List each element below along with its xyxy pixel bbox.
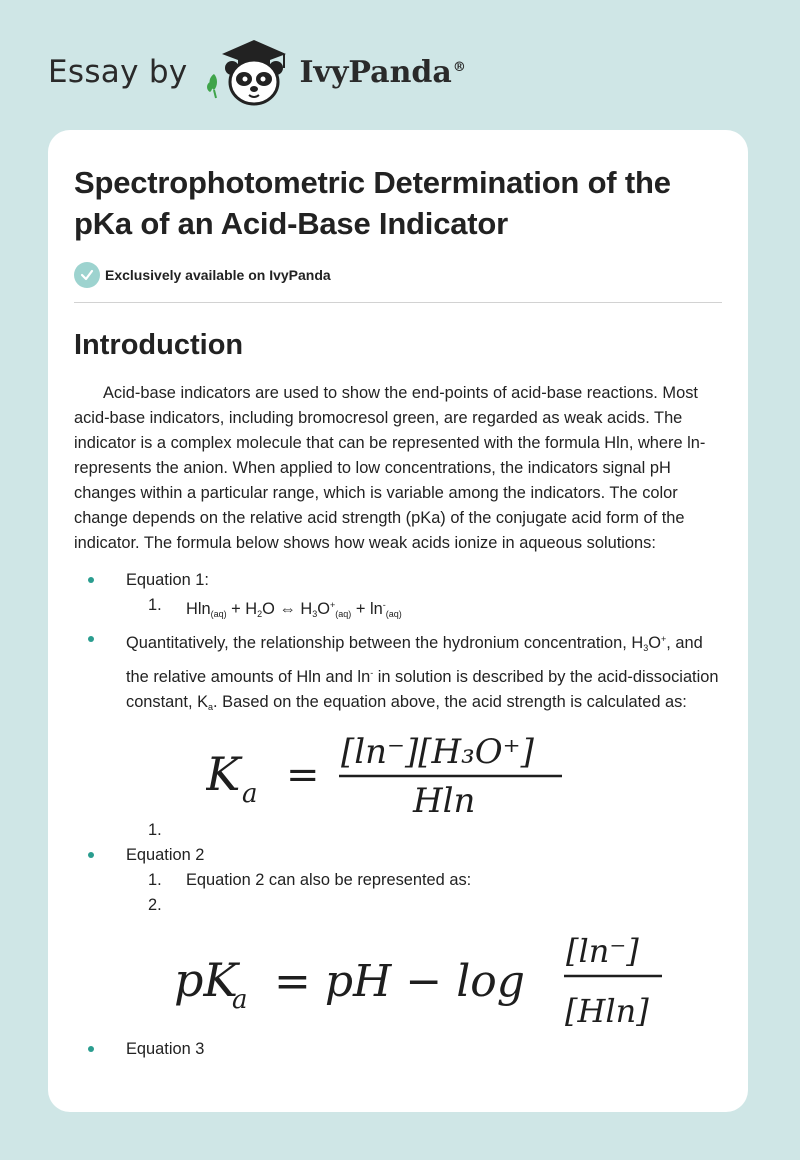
badge-text: Exclusively available on IvyPanda bbox=[105, 267, 331, 283]
svg-text:[Hln]: [Hln] bbox=[565, 992, 649, 1030]
list-item bbox=[74, 843, 722, 1031]
ka-formula bbox=[206, 728, 566, 818]
bullet1-label: Equation 1: bbox=[126, 571, 209, 589]
svg-text:a: a bbox=[242, 779, 258, 809]
svg-text:= pH − log: = pH − log bbox=[274, 956, 525, 1007]
section-heading: Introduction bbox=[74, 329, 244, 361]
panda-graduate-icon bbox=[204, 36, 296, 108]
svg-text:[ln⁻]: [ln⁻] bbox=[566, 932, 639, 970]
numbered-list bbox=[126, 593, 722, 627]
list-item: 2. bbox=[148, 896, 162, 914]
numbered-list bbox=[126, 818, 722, 843]
svg-text:Hln: Hln bbox=[413, 781, 476, 818]
brand-prefix: Essay by bbox=[48, 54, 188, 90]
list-item bbox=[74, 1037, 722, 1062]
numbered-list bbox=[126, 868, 722, 918]
equation-1: $Hln_{(aq)} + H_2O$ ⇔ $H_3O^+_{(aq)} + \ln^-_{(aq)}$ bbox=[186, 600, 402, 619]
brand-name: IvyPanda® bbox=[299, 54, 466, 90]
article-card bbox=[48, 130, 748, 1112]
exclusive-badge bbox=[74, 262, 722, 288]
bullet2-text: Quantitatively, the relationship between the hydronium concentration, $H_3O^+$, and the relative amounts of Hln and ln- in solution is described by the acid-dissociation constant, $K_a$. Based on the equation above, the acid strength is calculated as: bbox=[126, 634, 719, 712]
svg-text:a: a bbox=[232, 985, 248, 1015]
bullet4-label: Equation 3 bbox=[126, 1040, 205, 1058]
divider bbox=[74, 302, 722, 303]
svg-text:=: = bbox=[286, 752, 320, 798]
svg-text:[ln⁻][H₃O⁺]: [ln⁻][H₃O⁺] bbox=[341, 732, 534, 772]
list-item bbox=[74, 568, 722, 627]
svg-text:pK: pK bbox=[174, 953, 238, 1007]
list-item bbox=[74, 627, 722, 843]
list-item: 1. $Hln_{(aq)} + H_2O$ ⇔ $H_3O^+_{(aq)} + \ln^-_{(aq)}$ bbox=[148, 596, 402, 619]
list-item: 1. bbox=[148, 821, 162, 839]
checkmark-icon bbox=[74, 262, 100, 288]
brand-header bbox=[48, 36, 466, 108]
intro-paragraph: Acid-base indicators are used to show the end-points of acid-base reactions. Most acid-base indicators, including bromocresol green, are regarded as weak acids. The indicator is a complex molecule that can be represented with the formula Hln, where ln- represents the anion. When applied to low concentrations, the indicators signal pH changes within a particular range, which is variable among the indicators. The color change depends on the relative acid strength (pKa) of the conjugate acid form of the indicator. The formula below shows how weak acids ionize in aqueous solutions: bbox=[74, 384, 706, 552]
svg-text:K: K bbox=[206, 747, 241, 801]
equation-list bbox=[74, 568, 722, 1062]
bullet3-label: Equation 2 bbox=[126, 846, 205, 864]
list-item: 1. Equation 2 can also be represented as: bbox=[148, 871, 472, 889]
pka-formula bbox=[174, 926, 674, 1031]
page-title: Spectrophotometric Determination of the pKa of an Acid-Base Indicator bbox=[74, 165, 671, 241]
